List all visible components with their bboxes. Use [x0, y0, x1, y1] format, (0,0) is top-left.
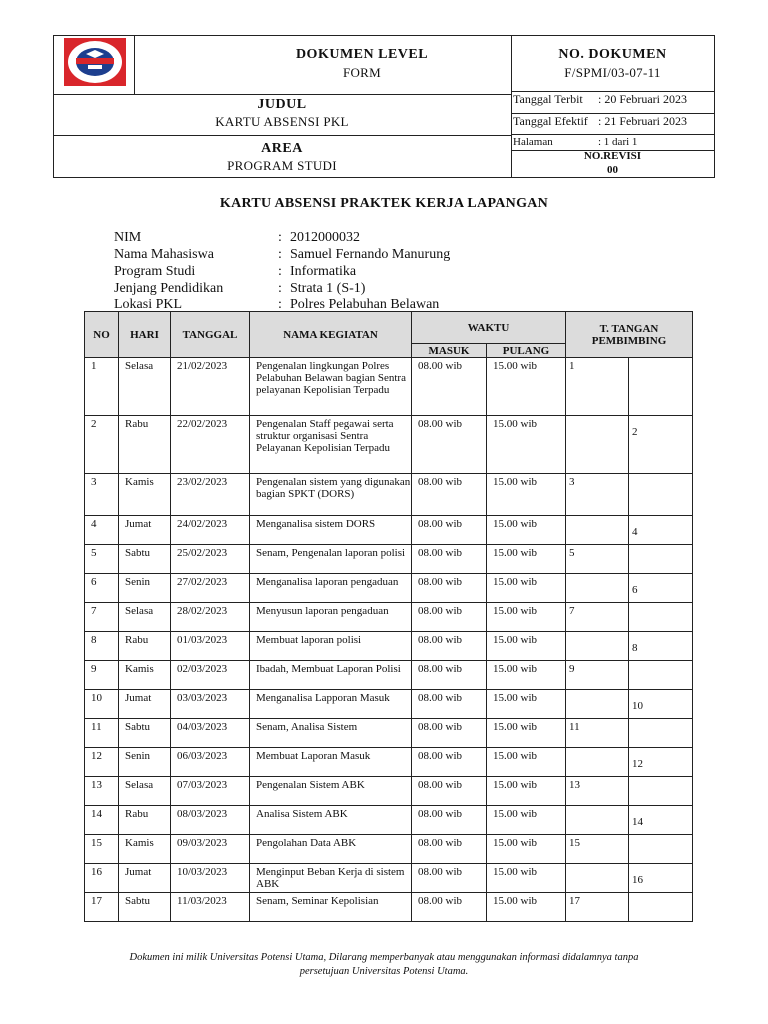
doc-number-label: NO. DOKUMEN — [558, 47, 667, 62]
cell-kegiatan: Menganalisa laporan pengaduan — [250, 574, 412, 603]
signature-number: 15 — [569, 837, 580, 849]
info-label: Lokasi PKL — [114, 297, 183, 312]
cell-hari: Kamis — [119, 661, 171, 690]
table-row — [85, 574, 693, 603]
cell-pulang: 15.00 wib — [487, 806, 566, 835]
cell-kegiatan: Senam, Analisa Sistem — [250, 719, 412, 748]
cell-pulang: 15.00 wib — [487, 632, 566, 661]
signature-number: 5 — [569, 547, 575, 559]
cell-no: 6 — [85, 574, 119, 603]
signature-area — [628, 358, 692, 415]
cell-masuk: 08.00 wib — [412, 474, 487, 516]
footer-line-2: persetujuan Universitas Potensi Utama. — [299, 966, 469, 977]
signature-cell — [566, 516, 693, 545]
cell-no: 17 — [85, 893, 119, 922]
signature-cell — [566, 358, 693, 416]
cell-masuk: 08.00 wib — [412, 632, 487, 661]
col-header-masuk: MASUK — [412, 344, 487, 358]
signature-area — [628, 603, 692, 631]
cell-no: 12 — [85, 748, 119, 777]
area-label: AREA — [261, 141, 303, 156]
cell-kegiatan: Menyusun laporan pengaduan — [250, 603, 412, 632]
cell-pulang: 15.00 wib — [487, 690, 566, 719]
cell-hari: Jumat — [119, 864, 171, 893]
signature-number: 7 — [569, 605, 575, 617]
cell-tanggal: 04/03/2023 — [171, 719, 250, 748]
col-header-pulang: PULANG — [487, 344, 566, 358]
signature-number: 14 — [628, 806, 692, 834]
table-row — [85, 719, 693, 748]
footer-line-1: Dokumen ini milik Universitas Potensi Utama, Dilarang memperbanyak atau menggunakan informasi didalamnya tanpa — [129, 952, 639, 963]
judul-label: JUDUL — [257, 97, 307, 112]
cell-masuk: 08.00 wib — [412, 574, 487, 603]
cell-kegiatan: Menginput Beban Kerja di sistem ABK — [250, 864, 412, 893]
cell-no: 1 — [85, 358, 119, 416]
cell-hari: Selasa — [119, 603, 171, 632]
signature-cell — [566, 545, 693, 574]
cell-tanggal: 09/03/2023 — [171, 835, 250, 864]
cell-hari: Sabtu — [119, 893, 171, 922]
cell-hari: Selasa — [119, 777, 171, 806]
info-value: Samuel Fernando Manurung — [290, 247, 451, 262]
info-colon: : — [278, 230, 282, 245]
cell-hari: Jumat — [119, 690, 171, 719]
signature-number: 2 — [628, 416, 692, 473]
cell-pulang: 15.00 wib — [487, 893, 566, 922]
signature-cell — [566, 474, 693, 516]
doc-level-label: DOKUMEN LEVEL — [295, 47, 429, 62]
attendance-table — [84, 311, 693, 922]
cell-masuk: 08.00 wib — [412, 516, 487, 545]
signature-cell — [566, 864, 693, 893]
table-row — [85, 416, 693, 474]
cell-kegiatan: Menganalisa Lapporan Masuk — [250, 690, 412, 719]
signature-area — [566, 574, 628, 602]
signature-number: 3 — [569, 476, 575, 488]
signature-number: 13 — [569, 779, 580, 791]
signature-number: 16 — [628, 864, 692, 892]
cell-pulang: 15.00 wib — [487, 748, 566, 777]
cell-hari: Rabu — [119, 416, 171, 474]
signature-number: 11 — [569, 721, 580, 733]
signature-cell — [566, 806, 693, 835]
info-value: Polres Pelabuhan Belawan — [290, 297, 440, 312]
cell-hari: Selasa — [119, 358, 171, 416]
cell-no: 16 — [85, 864, 119, 893]
cell-masuk: 08.00 wib — [412, 864, 487, 893]
cell-no: 8 — [85, 632, 119, 661]
table-row — [85, 632, 693, 661]
cell-kegiatan: Pengenalan sistem yang digunakan bagian SPKT (DORS) — [250, 474, 412, 516]
cell-kegiatan: Menganalisa sistem DORS — [250, 516, 412, 545]
cell-hari: Senin — [119, 748, 171, 777]
signature-area — [566, 806, 628, 834]
cell-masuk: 08.00 wib — [412, 358, 487, 416]
cell-tanggal: 06/03/2023 — [171, 748, 250, 777]
info-value: Strata 1 (S-1) — [290, 281, 366, 296]
table-row — [85, 690, 693, 719]
cell-no: 7 — [85, 603, 119, 632]
revisi-value: 00 — [607, 164, 618, 176]
cell-kegiatan: Senam, Pengenalan laporan polisi — [250, 545, 412, 574]
info-colon: : — [278, 264, 282, 279]
table-row — [85, 835, 693, 864]
signature-cell — [566, 748, 693, 777]
signature-area — [628, 893, 692, 921]
table-row — [85, 661, 693, 690]
page-title: KARTU ABSENSI PRAKTEK KERJA LAPANGAN — [219, 196, 549, 211]
signature-area — [628, 835, 692, 863]
cell-tanggal: 27/02/2023 — [171, 574, 250, 603]
signature-cell — [566, 661, 693, 690]
cell-tanggal: 08/03/2023 — [171, 806, 250, 835]
table-row — [85, 358, 693, 416]
cell-kegiatan: Senam, Seminar Kepolisian — [250, 893, 412, 922]
cell-pulang: 15.00 wib — [487, 603, 566, 632]
info-colon: : — [278, 297, 282, 312]
signature-cell — [566, 574, 693, 603]
table-row — [85, 603, 693, 632]
signature-area — [566, 416, 628, 473]
table-row — [85, 806, 693, 835]
info-value: 2012000032 — [290, 230, 360, 245]
cell-pulang: 15.00 wib — [487, 358, 566, 416]
info-colon: : — [278, 247, 282, 262]
cell-tanggal: 07/03/2023 — [171, 777, 250, 806]
signature-area — [628, 474, 692, 515]
signature-number: 6 — [628, 574, 692, 602]
cell-pulang: 15.00 wib — [487, 545, 566, 574]
cell-kegiatan: Membuat Laporan Masuk — [250, 748, 412, 777]
table-row — [85, 748, 693, 777]
tanggal-efektif-label: Tanggal Efektif — [513, 114, 588, 128]
cell-masuk: 08.00 wib — [412, 748, 487, 777]
col-header-kegiatan: NAMA KEGIATAN — [250, 312, 412, 358]
cell-masuk: 08.00 wib — [412, 806, 487, 835]
cell-tanggal: 24/02/2023 — [171, 516, 250, 545]
signature-cell — [566, 835, 693, 864]
signature-area — [566, 516, 628, 544]
table-row — [85, 474, 693, 516]
halaman-value: : 1 dari 1 — [598, 136, 638, 148]
table-row — [85, 516, 693, 545]
cell-tanggal: 21/02/2023 — [171, 358, 250, 416]
cell-tanggal: 03/03/2023 — [171, 690, 250, 719]
cell-masuk: 08.00 wib — [412, 416, 487, 474]
cell-tanggal: 25/02/2023 — [171, 545, 250, 574]
cell-kegiatan: Ibadah, Membuat Laporan Polisi — [250, 661, 412, 690]
cell-tanggal: 02/03/2023 — [171, 661, 250, 690]
signature-area — [566, 748, 628, 776]
cell-pulang: 15.00 wib — [487, 864, 566, 893]
info-label: Program Studi — [114, 264, 196, 279]
signature-number: 1 — [569, 360, 575, 372]
cell-pulang: 15.00 wib — [487, 835, 566, 864]
cell-masuk: 08.00 wib — [412, 661, 487, 690]
signature-number: 10 — [628, 690, 692, 718]
cell-no: 13 — [85, 777, 119, 806]
cell-pulang: 15.00 wib — [487, 719, 566, 748]
revisi-label: NO.REVISI — [583, 150, 642, 162]
signature-area — [628, 719, 692, 747]
info-label: Nama Mahasiswa — [114, 247, 214, 262]
signature-cell — [566, 632, 693, 661]
cell-masuk: 08.00 wib — [412, 893, 487, 922]
info-label: NIM — [114, 230, 142, 245]
cell-no: 10 — [85, 690, 119, 719]
signature-cell — [566, 603, 693, 632]
cell-kegiatan: Pengenalan lingkungan Polres Pelabuhan Belawan bagian Sentra pelayanan Kepolisian Terpadu — [250, 358, 412, 416]
info-label: Jenjang Pendidikan — [114, 281, 224, 296]
cell-hari: Kamis — [119, 474, 171, 516]
cell-tanggal: 01/03/2023 — [171, 632, 250, 661]
signature-cell — [566, 690, 693, 719]
signature-area — [628, 661, 692, 689]
cell-hari: Sabtu — [119, 545, 171, 574]
signature-area — [566, 690, 628, 718]
signature-number: 17 — [569, 895, 580, 907]
signature-cell — [566, 416, 693, 474]
info-value: Informatika — [290, 264, 357, 279]
tanggal-terbit-value: : 20 Februari 2023 — [598, 92, 687, 106]
cell-tanggal: 28/02/2023 — [171, 603, 250, 632]
signature-cell — [566, 777, 693, 806]
signature-cell — [566, 719, 693, 748]
university-logo — [64, 38, 126, 86]
table-row — [85, 893, 693, 922]
col-header-ttd: T. TANGAN PEMBIMBING — [566, 312, 693, 358]
signature-cell — [566, 893, 693, 922]
table-row — [85, 777, 693, 806]
tanggal-efektif-value: : 21 Februari 2023 — [598, 114, 687, 128]
signature-area — [628, 545, 692, 573]
cell-no: 4 — [85, 516, 119, 545]
signature-area — [628, 777, 692, 805]
signature-area — [566, 632, 628, 660]
cell-hari: Sabtu — [119, 719, 171, 748]
cell-no: 11 — [85, 719, 119, 748]
cell-masuk: 08.00 wib — [412, 719, 487, 748]
attendance-rows — [85, 358, 693, 922]
signature-number: 12 — [628, 748, 692, 776]
cell-hari: Rabu — [119, 806, 171, 835]
doc-level-value: FORM — [342, 65, 382, 80]
cell-masuk: 08.00 wib — [412, 545, 487, 574]
cell-pulang: 15.00 wib — [487, 777, 566, 806]
cell-tanggal: 23/02/2023 — [171, 474, 250, 516]
cell-tanggal: 11/03/2023 — [171, 893, 250, 922]
cell-kegiatan: Pengolahan Data ABK — [250, 835, 412, 864]
cell-no: 9 — [85, 661, 119, 690]
document-footer — [0, 951, 768, 979]
halaman-label: Halaman — [513, 136, 553, 148]
cell-no: 14 — [85, 806, 119, 835]
cell-hari: Rabu — [119, 632, 171, 661]
col-header-waktu: WAKTU — [412, 312, 566, 344]
cell-masuk: 08.00 wib — [412, 603, 487, 632]
signature-number: 8 — [628, 632, 692, 660]
col-header-hari: HARI — [119, 312, 171, 358]
cell-pulang: 15.00 wib — [487, 661, 566, 690]
col-header-tanggal: TANGGAL — [171, 312, 250, 358]
table-row — [85, 545, 693, 574]
judul-value: KARTU ABSENSI PKL — [215, 114, 349, 129]
cell-masuk: 08.00 wib — [412, 777, 487, 806]
cell-hari: Kamis — [119, 835, 171, 864]
table-row — [85, 864, 693, 893]
cell-pulang: 15.00 wib — [487, 474, 566, 516]
cell-no: 2 — [85, 416, 119, 474]
cell-masuk: 08.00 wib — [412, 835, 487, 864]
cell-pulang: 15.00 wib — [487, 516, 566, 545]
cell-masuk: 08.00 wib — [412, 690, 487, 719]
cell-kegiatan: Membuat laporan polisi — [250, 632, 412, 661]
cell-pulang: 15.00 wib — [487, 416, 566, 474]
col-header-no: NO — [85, 312, 119, 358]
info-colon: : — [278, 281, 282, 296]
cell-kegiatan: Pengenalan Sistem ABK — [250, 777, 412, 806]
cell-no: 5 — [85, 545, 119, 574]
cell-kegiatan: Pengenalan Staff pegawai serta struktur organisasi Sentra Pelayanan Kepolisian Terpadu — [250, 416, 412, 474]
signature-area — [566, 864, 628, 892]
cell-no: 3 — [85, 474, 119, 516]
cell-no: 15 — [85, 835, 119, 864]
cell-pulang: 15.00 wib — [487, 574, 566, 603]
cell-tanggal: 10/03/2023 — [171, 864, 250, 893]
doc-number-value: F/SPMI/03-07-11 — [564, 65, 661, 80]
cell-hari: Senin — [119, 574, 171, 603]
cell-hari: Jumat — [119, 516, 171, 545]
tanggal-terbit-label: Tanggal Terbit — [513, 92, 583, 106]
cell-tanggal: 22/02/2023 — [171, 416, 250, 474]
signature-number: 4 — [628, 516, 692, 544]
signature-number: 9 — [569, 663, 575, 675]
area-value: PROGRAM STUDI — [227, 158, 337, 173]
cell-kegiatan: Analisa Sistem ABK — [250, 806, 412, 835]
